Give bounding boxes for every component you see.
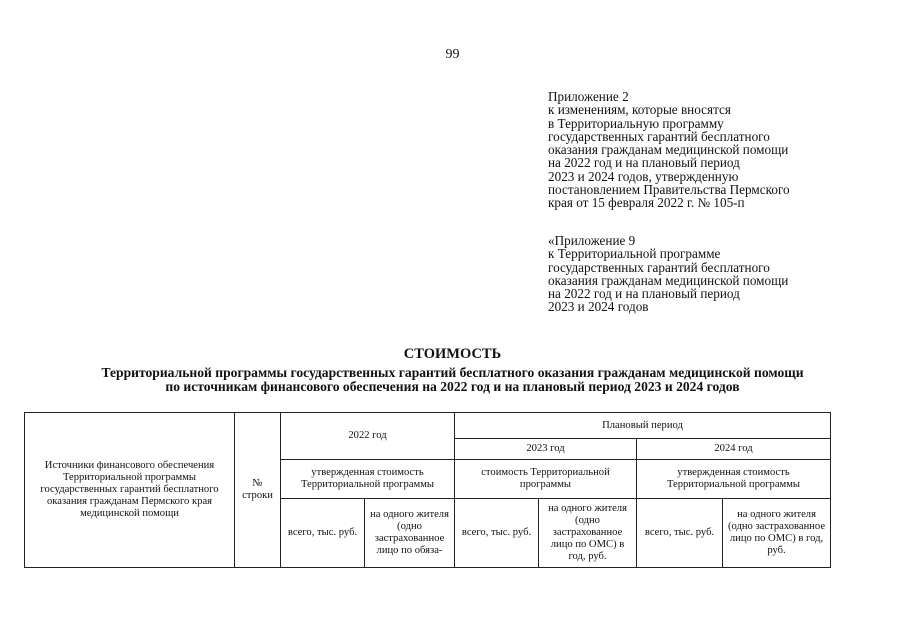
annex-program-line: на 2022 год и на плановый период: [548, 286, 740, 302]
annex-program-line: 2023 и 2024 годов: [548, 299, 649, 315]
header-row-number: № строки: [235, 413, 281, 568]
header-approved-cost-2022: утвержденная стоимость Территориальной программы: [281, 460, 455, 499]
header-year-2022: 2022 год: [281, 413, 455, 460]
cost-table: [24, 412, 831, 568]
document-title: СТОИМОСТЬ: [403, 346, 502, 362]
header-planned-period: Плановый период: [455, 413, 831, 439]
header-year-2024: 2024 год: [637, 439, 831, 460]
subtitle-line: по источникам финансового обеспечения на 2022 год и на плановый период 2023 и 2024 годов: [165, 379, 740, 394]
header-per-resident-2024: на одного жителя (одно застрахованное лицо по ОМС) в год, руб.: [723, 499, 831, 568]
annex-amendment-line: на 2022 год и на плановый период: [548, 155, 740, 171]
annex-amendment-line: в Территориальную программу: [548, 115, 724, 131]
document-subtitle: [0, 366, 905, 394]
annex-amendment-line: Приложение 2: [548, 89, 629, 104]
page-number: 99: [445, 47, 460, 62]
annex-amendment-line: 2023 и 2024 годов, утвержденную: [548, 168, 739, 184]
annex-program-block: [548, 234, 848, 314]
annex-amendment-line: постановлением Правительства Пермского: [548, 182, 790, 198]
annex-program-line: к Территориальной программе: [548, 246, 721, 262]
annex-program-line: оказания гражданам медицинской помощи: [548, 272, 789, 288]
annex-program-line: государственных гарантий бесплатного: [548, 259, 770, 275]
annex-amendment-line: оказания гражданам медицинской помощи: [548, 142, 789, 158]
header-per-resident-2022: на одного жителя (одно застрахованное лицо по обяза-: [365, 499, 455, 568]
annex-program-line: «Приложение 9: [548, 233, 636, 248]
header-year-2023: 2023 год: [455, 439, 637, 460]
header-approved-cost-2024: утвержденная стоимость Территориальной программы: [637, 460, 831, 499]
header-funding-sources: Источники финансового обеспечения Территориальной программы государственных гарантий бесплатного оказания гражданам Пермского края медицинской помощи: [25, 413, 235, 568]
annex-amendment-line: к изменениям, которые вносятся: [548, 102, 731, 118]
annex-amendment-line: государственных гарантий бесплатного: [548, 128, 770, 144]
annex-amendment-line: края от 15 февраля 2022 г. № 105-п: [548, 195, 745, 211]
header-total-2023: всего, тыс. руб.: [455, 499, 539, 568]
subtitle-line: Территориальной программы государственных гарантий бесплатного оказания гражданам медицинской помощи: [101, 365, 804, 380]
header-total-2024: всего, тыс. руб.: [637, 499, 723, 568]
annex-amendment-block: [548, 90, 848, 210]
header-per-resident-2023: на одного жителя (одно застрахованное лицо по ОМС) в год, руб.: [539, 499, 637, 568]
header-total-2022: всего, тыс. руб.: [281, 499, 365, 568]
header-cost-2023: стоимость Территориальной программы: [455, 460, 637, 499]
